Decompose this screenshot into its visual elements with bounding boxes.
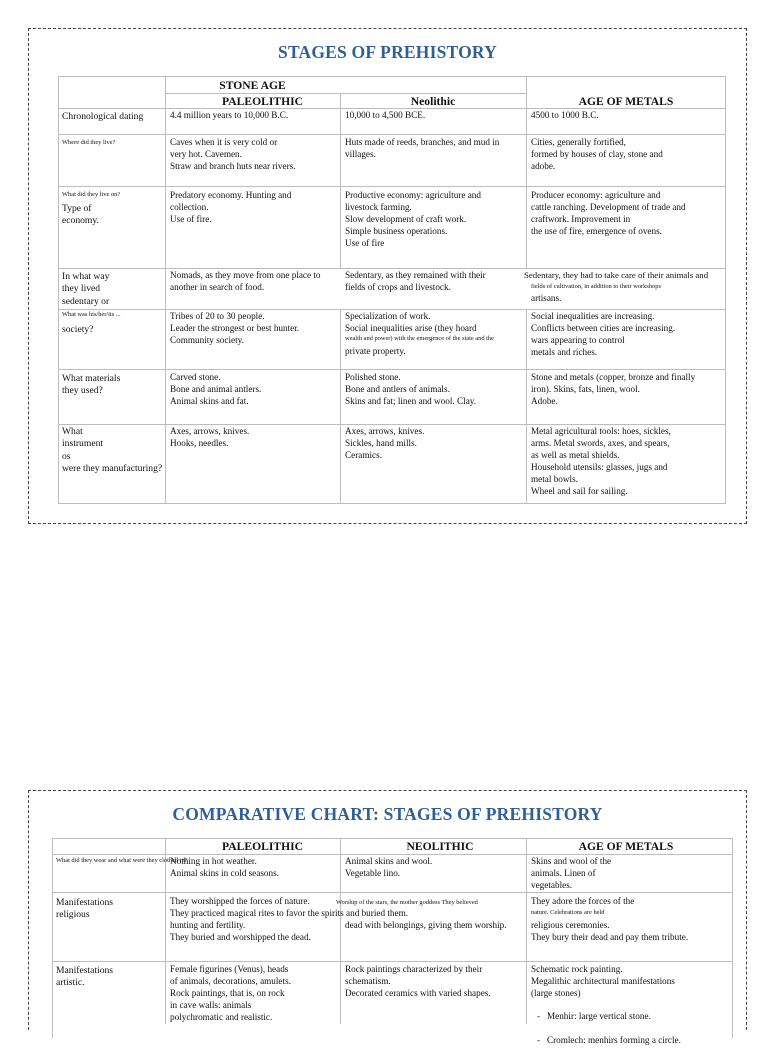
cell-neolithic-economy: Productive economy: agriculture and livestock farming. Slow development of craft work. Simple business operations. Use of fire: [345, 190, 481, 248]
cell-paleolithic-society: Tribes of 20 to 30 people. Leader the strongest or best hunter. Community society.: [170, 311, 300, 345]
cell-metals-sedentary-line2: fields of cultivation, in addition to their workshops: [531, 283, 661, 290]
cell-metals-economy: Producer economy: agriculture and cattle ranching. Development of trade and craftwork. Improvement in the use of fire, emergence of ovens.: [531, 190, 686, 236]
row-divider: [52, 961, 733, 962]
row-label-live-on: What did they live on?: [62, 191, 121, 198]
cell-metals-society: Social inequalities are increasing. Conflicts between cities are increasing. wars appearing to control metals and riches.: [531, 311, 676, 357]
cell-paleolithic-artistic: Female figurines (Venus), heads of animals, decorations, amulets. Rock paintings, that is, on rock in cave walls: animals polychromatic and realistic.: [170, 964, 291, 1022]
row-divider: [58, 268, 726, 269]
row-divider: [58, 369, 726, 370]
row-divider: [165, 93, 526, 94]
header-neolithic: NEOLITHIC: [406, 840, 474, 853]
row-label-sedentary: In what way they lived sedentary or: [62, 271, 110, 307]
cell-paleolithic-clothing: Nothing in hot weather. Animal skins in cold seasons.: [170, 856, 279, 878]
row-label-instruments: What instrument os were they manufacturing?: [62, 426, 163, 475]
cell-neolithic-sedentary: Sedentary, as they remained with their fields of crops and livestock.: [345, 270, 486, 292]
cell-metals-where-lived: Cities, generally fortified, formed by houses of clay, stone and adobe.: [531, 137, 663, 171]
cell-paleolithic-economy: Predatory economy. Hunting and collection. Use of fire.: [170, 190, 292, 224]
cell-neolithic-materials: Polished stone. Bone and antlers of animals. Skins and fat; linen and wool. Clay.: [345, 372, 477, 406]
column-divider: [340, 309, 341, 504]
page-title: COMPARATIVE CHART: STAGES OF PREHISTORY: [172, 804, 603, 824]
row-divider: [58, 108, 726, 109]
cell-neolithic-instruments: Axes, arrows, knives. Sickles, hand mills. Ceramics.: [345, 426, 425, 460]
cell-paleolithic-sedentary: Nomads, as they move from one place to another in search of food.: [170, 270, 321, 292]
cell-paleolithic-where-lived: Caves when it is very cold or very hot. Cavemen. Straw and branch huts near rivers.: [170, 137, 296, 171]
cell-metals-sedentary-line3: artisans.: [531, 293, 562, 303]
bullet-cromlech: Cromlech: menhirs forming a circle.: [546, 1034, 681, 1045]
header-age-of-metals: AGE OF METALS: [578, 840, 674, 853]
row-label-clothing: What did they wear and what were they clothed in?: [56, 857, 188, 864]
cell-metals-sedentary-line1: Sedentary, they had to take care of their animals and: [524, 270, 709, 280]
cell-metals-chronology: 4500 to 1000 B.C.: [531, 110, 599, 120]
column-divider: [165, 838, 166, 1024]
cell-neolithic-chronology: 10,000 to 4,500 BCE.: [345, 110, 426, 120]
row-divider: [52, 854, 733, 855]
column-divider: [526, 309, 527, 504]
row-label-society: society?: [62, 324, 94, 335]
cell-metals-religious-rest: religious ceremonies. They bury their dead and pay them tribute.: [531, 920, 689, 942]
row-label-materials: What materials they used?: [62, 373, 121, 397]
cell-paleolithic-materials: Carved stone. Bone and animal antlers. Animal skins and fat.: [170, 372, 262, 406]
cell-metals-materials: Stone and metals (copper, bronze and finally iron). Skins, fats, linen, wool. Adobe.: [531, 372, 696, 406]
row-label-religious: Manifestations religious: [56, 897, 114, 921]
bullet-menhir: Menhir: large vertical stone.: [546, 1010, 651, 1021]
header-stone-age: STONE AGE: [219, 79, 286, 92]
list-item: - Menhir: large vertical stone.: [537, 1010, 651, 1021]
row-label-chronology: Chronological dating: [62, 111, 144, 122]
row-divider: [58, 424, 726, 425]
row-divider: [58, 186, 726, 187]
row-divider: [58, 134, 726, 135]
header-age-of-metals: AGE OF METALS: [578, 95, 674, 108]
column-divider: [340, 93, 341, 268]
cell-paleolithic-instruments: Axes, arrows, knives. Hooks, needles.: [170, 426, 250, 448]
cell-neolithic-religious: dead with belongings, giving them worship.: [345, 920, 507, 930]
row-label-economy: Type of economy.: [62, 203, 99, 227]
cell-neolithic-society-small: wealth and power) with the emergence of the state and the: [345, 335, 494, 342]
cell-paleolithic-chronology: 4.4 million years to 10,000 B.C.: [170, 110, 289, 120]
column-divider: [165, 76, 166, 504]
cell-neolithic-clothing: Animal skins and wool. Vegetable lino.: [345, 856, 433, 878]
cell-metals-clothing: Skins and wool of the animals. Linen of vegetables.: [531, 856, 612, 890]
header-paleolithic: PALEOLITHIC: [222, 840, 303, 853]
row-divider: [52, 892, 733, 893]
list-item: - Cromlech: menhirs forming a circle.: [537, 1034, 681, 1045]
row-label-where-lived: Where did they live?: [62, 139, 116, 146]
cell-neolithic-religious-small: Worship of the stars, the mother goddess They believed: [336, 899, 478, 906]
cell-metals-religious: They adore the forces of the: [531, 896, 635, 906]
row-label-artistic: Manifestations artistic.: [56, 965, 114, 989]
column-divider: [526, 838, 527, 1024]
cell-neolithic-artistic: Rock paintings characterized by their schematism. Decorated ceramics with varied shapes.: [345, 964, 491, 998]
row-label-his-her-its: What was his/her/its ...: [62, 311, 121, 318]
cell-neolithic-society: Specialization of work. Social inequalities arise (they hoard: [345, 311, 477, 333]
bullet-list: [537, 999, 681, 1059]
page-title: STAGES OF PREHISTORY: [278, 42, 497, 62]
cell-neolithic-society-end: private property.: [345, 346, 406, 356]
cell-paleolithic-religious: They worshipped the forces of nature. They practiced magical rites to favor the spirits and buried them. hunting and fertility. They buried and worshipped the dead.: [170, 896, 409, 942]
cell-metals-instruments: Metal agricultural tools: hoes, sickles, arms. Metal swords, axes, and spears, as well as metal shields. Household utensils: glasses, jugs and metal bowls. Wheel and sail for sailing.: [531, 426, 671, 496]
cell-metals-artistic: Schematic rock painting. Megalithic architectural manifestations (large stones): [531, 964, 675, 998]
header-paleolithic: PALEOLITHIC: [222, 95, 303, 108]
cell-neolithic-where-lived: Huts made of reeds, branches, and mud in villages.: [345, 137, 500, 159]
header-neolithic: Neolithic: [410, 95, 456, 108]
row-divider: [58, 309, 726, 310]
cell-metals-religious-small: nature. Celebrations are held: [531, 909, 605, 916]
